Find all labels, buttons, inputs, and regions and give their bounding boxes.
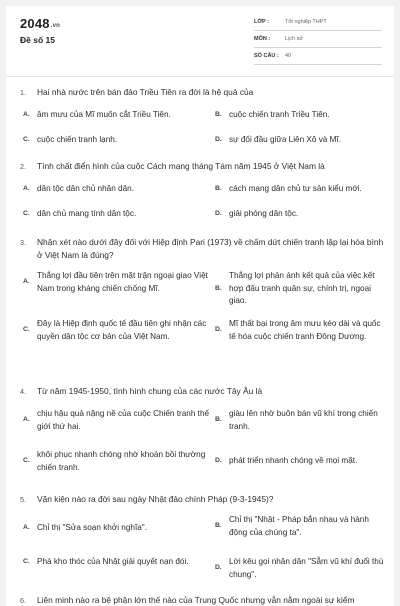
option-letter: D. xyxy=(215,136,222,143)
option-text: giàu lên nhờ buôn bán vũ khí trong chiến tranh. xyxy=(229,409,378,431)
option-c[interactable] xyxy=(20,449,210,474)
options xyxy=(20,99,386,147)
logo-suffix: .vn xyxy=(50,23,61,29)
question-5 xyxy=(20,493,386,596)
option-text: Thắng lợi phản ánh kết quả của việc kết hợp đấu tranh quân sự, chính trị, ngoại giao. xyxy=(229,271,375,305)
question-text: Văn kiện nào ra đời sau ngày Nhật đảo chính Pháp (9-3-1945)? xyxy=(37,494,274,504)
option-b[interactable] xyxy=(212,109,386,122)
exam-header xyxy=(6,6,394,76)
question-number: 3. xyxy=(20,238,26,247)
option-d[interactable] xyxy=(212,556,386,581)
option-letter: A. xyxy=(23,524,30,531)
question-number: 6. xyxy=(20,596,26,605)
option-text: cách mạng dân chủ tư sản kiểu mới. xyxy=(229,184,362,193)
question-3 xyxy=(20,236,386,382)
option-text: Chỉ thị "Nhật - Pháp bắn nhau và hành động của chúng ta". xyxy=(229,515,369,537)
option-text: sự đối đầu giữa Liên Xô và Mĩ. xyxy=(229,135,342,144)
option-a[interactable] xyxy=(20,522,210,535)
option-b[interactable] xyxy=(212,183,386,196)
option-letter: C. xyxy=(23,136,30,143)
option-c[interactable] xyxy=(20,208,194,221)
meta-key: MÔN : xyxy=(254,36,271,42)
option-text: Lời kêu gọi nhân dân "Sẵm vũ khí đuổi thù chung". xyxy=(229,557,384,579)
option-b[interactable] xyxy=(212,408,386,433)
question-text: Nhận xét nào dưới đây đối với Hiệp định Pari (1973) về chấm dứt chiến tranh lập lại hòa bình ở Việt Nam là đúng? xyxy=(37,237,384,260)
meta-row-subject xyxy=(254,31,382,48)
option-letter: D. xyxy=(215,326,222,334)
option-text: khôi phục nhanh chóng nhờ khoản bồi thường chiến tranh. xyxy=(37,450,206,472)
option-d[interactable] xyxy=(212,208,386,221)
meta-key: LỚP : xyxy=(254,19,269,25)
option-letter: C. xyxy=(23,326,30,334)
option-text: Phá kho thóc của Nhật giải quyết nạn đói. xyxy=(37,557,189,566)
option-a[interactable] xyxy=(20,109,194,122)
meta-row-count xyxy=(254,48,382,65)
option-d[interactable] xyxy=(212,318,386,343)
option-letter: D. xyxy=(215,210,222,217)
exam-meta xyxy=(254,14,382,65)
option-letter: B. xyxy=(215,111,222,118)
option-letter: C. xyxy=(23,457,30,465)
option-d[interactable] xyxy=(212,134,386,147)
options xyxy=(20,506,386,596)
question-stem xyxy=(20,160,386,173)
option-b[interactable] xyxy=(212,514,386,539)
options xyxy=(20,398,386,488)
question-stem xyxy=(20,594,386,606)
option-letter: D. xyxy=(215,564,222,572)
exam-page xyxy=(6,6,394,606)
meta-value: Tốt nghiệp THPT xyxy=(285,19,327,25)
option-text: Đây là Hiệp định quốc tế đầu tiên ghi nhận các quyền dân tộc cơ bản của Việt Nam. xyxy=(37,319,207,341)
option-letter: B. xyxy=(215,416,222,424)
question-4 xyxy=(20,385,386,488)
option-c[interactable] xyxy=(20,318,210,343)
header-divider xyxy=(6,76,394,77)
options xyxy=(20,173,386,221)
option-a[interactable] xyxy=(20,408,210,433)
question-1 xyxy=(20,86,386,147)
question-6 xyxy=(20,594,386,606)
meta-value: 40 xyxy=(285,53,292,59)
option-text: Mĩ thất bại trong âm mưu kéo dài và quốc tế hóa cuộc chiến tranh Đông Dương. xyxy=(229,319,381,341)
option-letter: C. xyxy=(23,210,30,217)
options xyxy=(20,262,386,382)
question-text: Liên minh nào ra bệ phận lớn thế nào của Trung Quốc nhưng vẫn nằm ngoài sự kiểm xyxy=(37,595,355,605)
logo-text: 2048 xyxy=(20,16,50,31)
option-letter: B. xyxy=(215,284,222,292)
option-text: âm mưu của Mĩ muốn cắt Triều Tiên. xyxy=(37,110,171,119)
option-text: cuộc chiến tranh Triều Tiên. xyxy=(229,110,330,119)
option-text: Chỉ thị "Sửa soạn khởi nghĩa". xyxy=(37,523,147,532)
question-stem xyxy=(20,236,386,262)
option-letter: A. xyxy=(23,111,30,118)
meta-row-class xyxy=(254,14,382,31)
option-text: Thắng lợi đầu tiên trên mặt trận ngoại giao Việt Nam trong kháng chiến chống Mĩ. xyxy=(37,271,208,293)
option-letter: B. xyxy=(215,522,222,530)
question-number: 2. xyxy=(20,162,26,171)
option-text: dân chủ mang tính dân tộc. xyxy=(37,209,137,218)
meta-key: SỐ CÂU : xyxy=(254,53,279,59)
option-letter: A. xyxy=(23,185,30,192)
question-stem xyxy=(20,385,386,398)
site-logo[interactable] xyxy=(20,16,60,31)
option-letter: C. xyxy=(23,558,30,565)
option-letter: A. xyxy=(23,416,30,424)
question-number: 5. xyxy=(20,495,26,504)
option-a[interactable] xyxy=(20,183,194,196)
meta-value: Lịch sử xyxy=(285,36,304,42)
question-2 xyxy=(20,160,386,221)
question-text: Từ năm 1945-1950, tình hình chung của các nước Tây Âu là xyxy=(37,386,263,396)
question-stem xyxy=(20,86,386,99)
option-text: dân tộc dân chủ nhân dân. xyxy=(37,184,134,193)
question-number: 4. xyxy=(20,387,26,396)
option-letter: A. xyxy=(23,278,30,286)
question-text: Hai nhà nước trên bán đảo Triều Tiên ra đời là hệ quả của xyxy=(37,87,254,97)
question-text: Tính chất điển hình của cuộc Cách mạng tháng Tám năm 1945 ở Việt Nam là xyxy=(37,161,325,171)
option-text: phát triển nhanh chóng về mọi mặt. xyxy=(229,456,358,465)
exam-number: Đề số 15 xyxy=(20,35,55,45)
option-text: chịu hậu quả nặng nề của cuộc Chiến tranh thế giới thứ hai. xyxy=(37,409,210,431)
option-text: cuộc chiến tranh lạnh. xyxy=(37,135,118,144)
option-c[interactable] xyxy=(20,134,194,147)
option-c[interactable] xyxy=(20,556,210,569)
option-letter: D. xyxy=(215,457,222,464)
option-letter: B. xyxy=(215,185,222,192)
question-number: 1. xyxy=(20,88,26,97)
option-b[interactable] xyxy=(212,270,386,308)
question-stem xyxy=(20,493,386,506)
option-d[interactable] xyxy=(212,455,386,468)
option-a[interactable] xyxy=(20,270,210,295)
option-text: giải phóng dân tộc. xyxy=(229,209,299,218)
